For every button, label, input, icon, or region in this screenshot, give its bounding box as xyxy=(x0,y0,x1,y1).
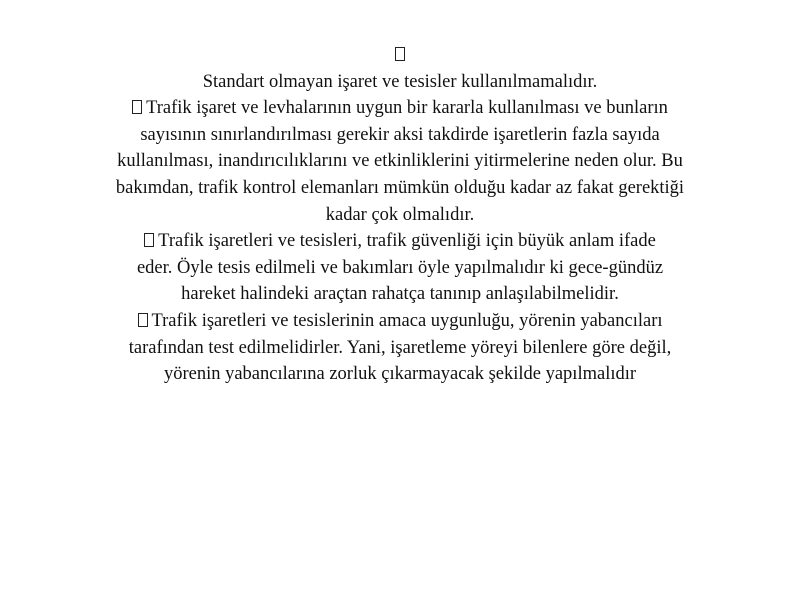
text-line xyxy=(40,95,760,122)
text-line: Standart olmayan işaret ve tesisler kullanılmamalıdır. xyxy=(202,71,598,92)
bullet-placeholder-icon xyxy=(132,100,142,114)
text-line: tarafından test edilmelidirler. Yani, işaretleme yöreyi bilenlere göre değil, xyxy=(128,337,672,358)
text-line: eder. Öyle tesis edilmeli ve bakımları öyle yapılmalıdır ki gece-gündüz xyxy=(136,257,664,278)
bullet-line xyxy=(40,42,760,69)
bullet-placeholder-icon xyxy=(138,313,148,327)
text-line-content: Trafik işaretleri ve tesisleri, trafik güvenliği için büyük anlam ifade xyxy=(158,231,656,252)
text-line xyxy=(40,308,760,335)
text-line: kullanılması, inandırıcılıklarını ve etkinliklerini yitirmelerine neden olur. Bu xyxy=(117,151,683,172)
text-line: hareket halindeki araçtan rahatça tanınıp anlaşılabilmelidir. xyxy=(181,284,619,305)
text-line: sayısının sınırlandırılması gerekir aksi takdirde işaretlerin fazla sayıda xyxy=(140,124,660,145)
text-line-content: Trafik işaretleri ve tesislerinin amaca uygunluğu, yörenin yabancıları xyxy=(151,310,663,331)
bullet-placeholder-icon xyxy=(395,47,405,61)
slide-text-block xyxy=(40,42,760,388)
text-line: kadar çok olmalıdır. xyxy=(325,204,475,225)
bullet-placeholder-icon xyxy=(144,233,154,247)
text-line: yörenin yabancılarına zorluk çıkarmayacak şekilde yapılmalıdır xyxy=(163,364,637,385)
text-line: bakımdan, trafik kontrol elemanları mümkün olduğu kadar az fakat gerektiği xyxy=(115,177,685,198)
text-line-content: Trafik işaret ve levhalarının uygun bir kararla kullanılması ve bunların xyxy=(146,98,668,119)
text-line xyxy=(40,228,760,255)
